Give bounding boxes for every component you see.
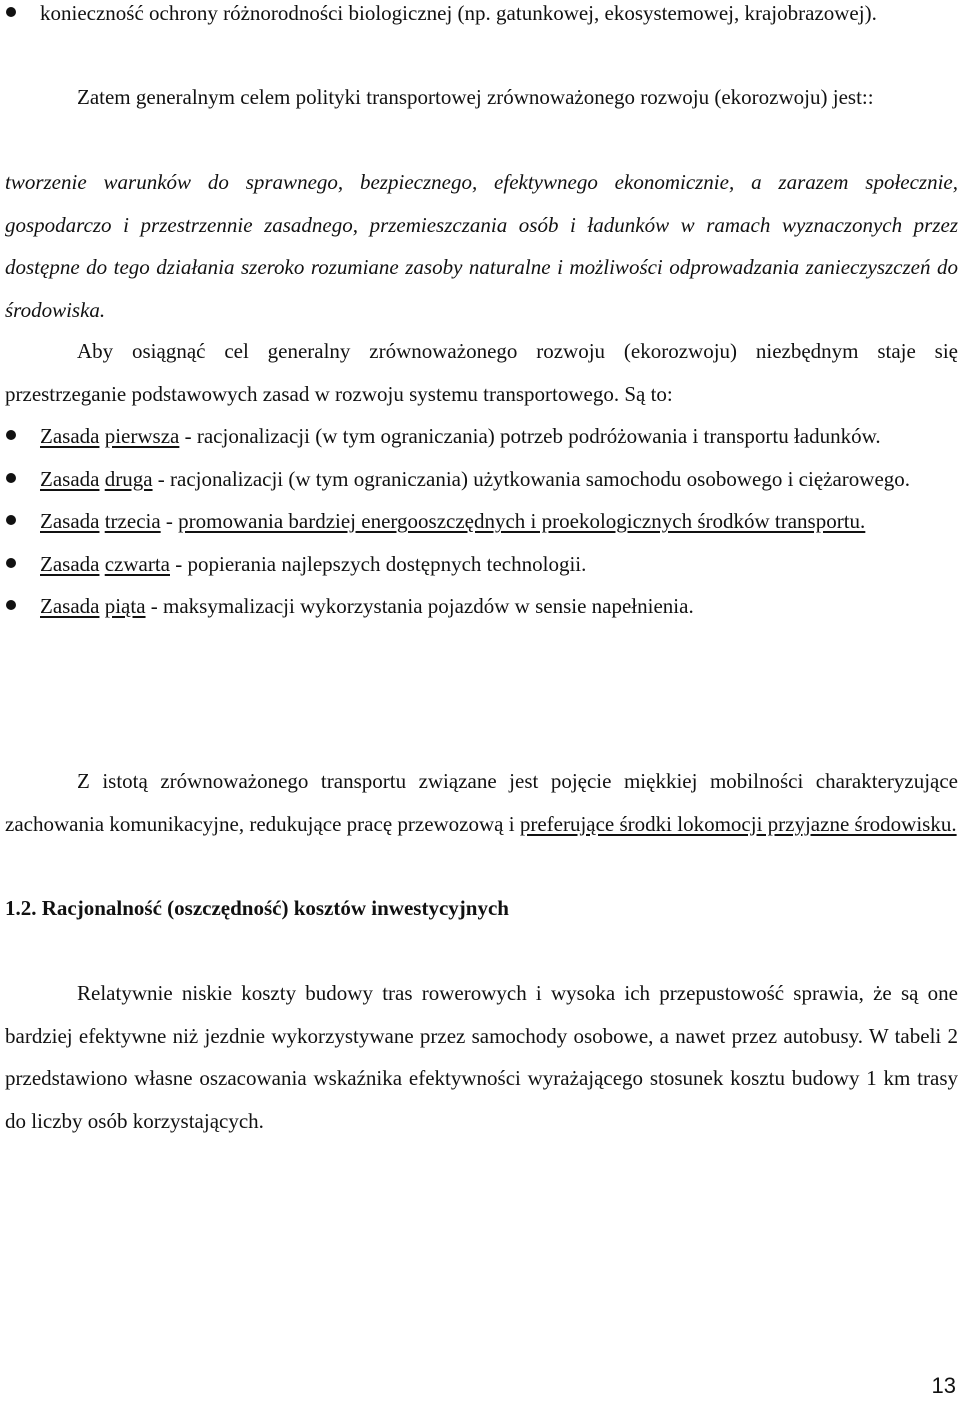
cost-paragraph-block [5,972,958,1142]
principle-word: Zasada [40,509,100,533]
principles-intro: Aby osiągnąć cel generalny zrównoważonego rozwoju (ekorozwoju) niezbędnym staje się przestrzeganie podstawowych zasad w rozwoju systemu transportowego. Są to: [5,339,958,406]
section-heading-block [5,887,958,930]
principle-separator: - [179,424,197,448]
bullet-icon [6,515,16,525]
soft-mobility-underlined: preferujące środki lokomocji przyjazne środowisku. [519,811,957,836]
bullet-icon [6,430,16,440]
principle-item [5,543,958,586]
principle-text: maksymalizacji wykorzystania pojazdów w sensie napełnienia. [163,594,694,618]
bullet-icon [6,7,16,17]
principle-item [5,500,958,543]
principle-text: racjonalizacji (w tym ograniczania) użytkowania samochodu osobowego i ciężarowego. [170,466,911,491]
soft-mobility-paragraph [5,760,958,845]
principle-separator: - [160,509,179,533]
soft-mobility-text: Z istotą zrównoważonego transportu związane jest pojęcie miękkiej mobilności charakteryzujące zachowania komunikacyjne, redukujące pracę przewozową i [5,769,958,836]
page-number: 13 [931,1373,956,1398]
section-heading: 1.2. Racjonalność (oszczędność) kosztów inwestycyjnych [5,896,509,920]
principle-text: popierania najlepszych dostępnych technologii. [187,551,587,576]
principle-word: Zasada [40,424,100,448]
principle-item [5,458,958,501]
list-item [5,0,958,35]
principle-text: racjonalizacji (w tym ograniczania) potrzeb podróżowania i transportu ładunków. [196,424,881,448]
principle-separator: - [145,594,164,618]
principle-ordinal: piąta [104,594,146,618]
principle-word: Zasada [40,551,100,576]
cost-paragraph: Relatywnie niskie koszty budowy tras rowerowych i wysoka ich przepustowość sprawia, że są one bardziej efektywne niż jezdnie wykorzystywane przez samochody osobowe, a nawet przez autobusy. W tabeli 2 przedstawiono własne oszacowania wskaźnika efektywności wyrażającego stosunek kosztu budowy 1 km trasy do liczby osób korzystających. [5,981,958,1133]
principle-text: promowania bardziej energooszczędnych i proekologicznych środków transportu. [178,509,866,533]
principle-ordinal: trzecia [104,509,161,533]
top-bullet-list [5,0,958,35]
goal-definition: tworzenie warunków do sprawnego, bezpiecznego, efektywnego ekonomicznie, a zarazem społecznie, gospodarczo i przestrzennie zasadnego, przemieszczania osób i ładunków w ramach wyznaczonych przez dostępne do tego działania szeroko rozumiane zasoby naturalne i możliwości odprowadzania zanieczyszczeń do środowiska. [5,170,958,322]
bullet-icon [6,473,16,483]
intro-paragraph-block [5,76,958,119]
principle-ordinal: czwarta [104,551,170,576]
principle-ordinal: pierwsza [104,424,180,448]
principles-intro-block [5,330,958,415]
goal-definition-block [5,161,958,331]
principle-item [5,585,958,628]
bullet-text: konieczność ochrony różnorodności biologicznej (np. gatunkowej, ekosystemowej, krajobrazowej). [40,1,877,25]
principle-separator: - [152,466,171,491]
principles-list [5,415,958,628]
bullet-icon [6,600,16,610]
bullet-icon [6,558,16,568]
principle-separator: - [170,551,188,576]
intro-paragraph: Zatem generalnym celem polityki transportowej zrównoważonego rozwoju (ekorozwoju) jest:: [77,85,874,109]
principle-item [5,415,958,458]
principle-ordinal: druga [104,466,153,491]
soft-mobility-block [5,760,958,845]
principle-word: Zasada [40,466,100,491]
principle-word: Zasada [40,594,100,618]
